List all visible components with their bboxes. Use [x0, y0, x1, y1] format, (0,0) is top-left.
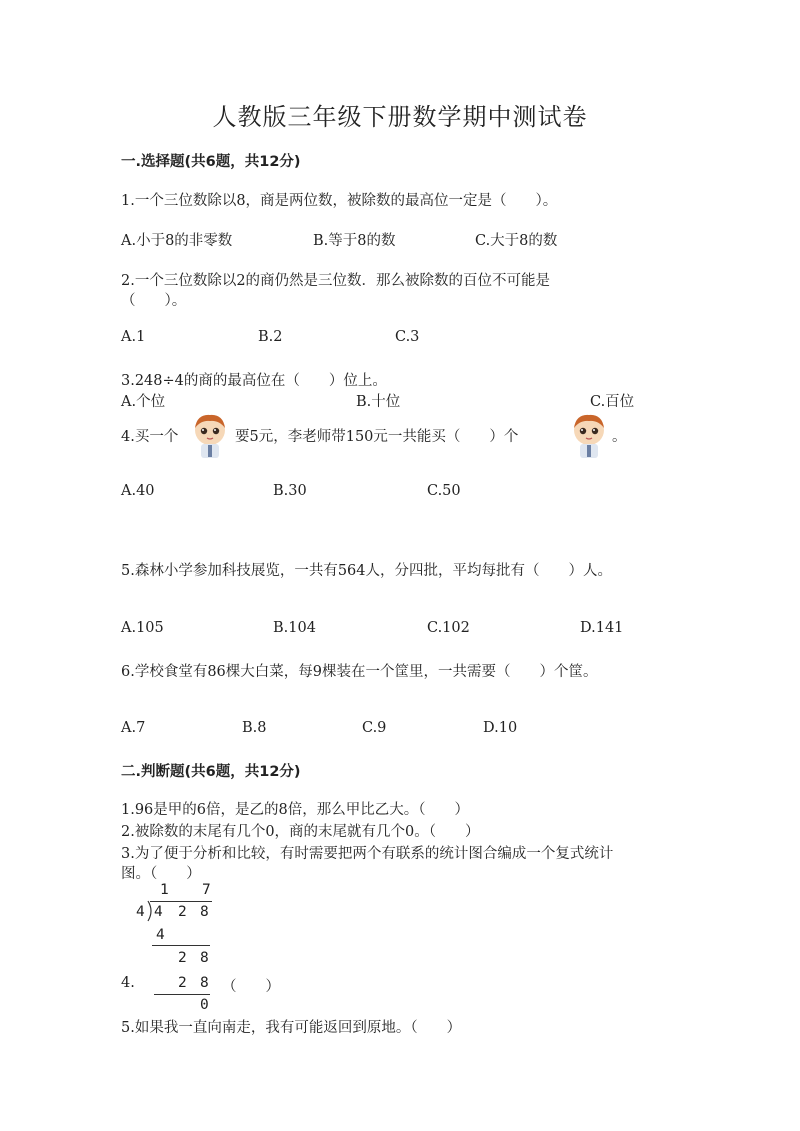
- quotient-digit: 1: [160, 882, 169, 898]
- division-bracket: [144, 900, 154, 922]
- boy-cartoon-icon: [568, 412, 610, 460]
- q1-option-b: B.等于8的数: [313, 233, 396, 249]
- step-digit: 8: [200, 975, 209, 991]
- step-line: [152, 945, 210, 946]
- judge-item-4-paren: （ ）: [222, 979, 280, 995]
- q6-option-c: C.9: [362, 720, 387, 736]
- question-4-part1: 4.买一个: [121, 429, 179, 445]
- step-digit: 2: [178, 975, 187, 991]
- q3-option-c: C.百位: [590, 394, 635, 410]
- dividend-digit: 8: [200, 904, 209, 920]
- q6-option-b: B.8: [242, 720, 267, 736]
- judge-item-3-line2: 图。（ ）: [121, 866, 201, 882]
- section-heading-judge: 二.判断题(共6题，共12分): [121, 764, 301, 780]
- q5-option-a: A.105: [121, 620, 164, 636]
- q5-option-b: B.104: [273, 620, 316, 636]
- judge-item-1: 1.96是甲的6倍，是乙的8倍，那么甲比乙大。（ ）: [121, 802, 469, 818]
- divisor: 4: [136, 904, 145, 920]
- q6-option-d: D.10: [483, 720, 518, 736]
- q2-option-a: A.1: [121, 329, 146, 345]
- q2-option-b: B.2: [258, 329, 283, 345]
- page-title: 人教版三年级下册数学期中测试卷: [212, 103, 588, 131]
- section-heading-choice: 一.选择题(共6题，共12分): [121, 154, 301, 170]
- step-digit: 2: [178, 950, 187, 966]
- quotient-digit: 7: [202, 882, 211, 898]
- dividend-digit: 4: [154, 904, 163, 920]
- q5-option-d: D.141: [580, 620, 624, 636]
- step-digit: 4: [156, 927, 165, 943]
- remainder: 0: [200, 997, 209, 1013]
- q3-option-b: B.十位: [356, 394, 401, 410]
- q4-option-b: B.30: [273, 483, 307, 499]
- question-4-part2: 要5元，李老师带150元一共能买（ ）个: [235, 429, 519, 445]
- q4-option-c: C.50: [427, 483, 461, 499]
- q1-option-c: C.大于8的数: [475, 233, 558, 249]
- question-2-line1: 2.一个三位数除以2的商仍然是三位数．那么被除数的百位不可能是: [121, 273, 551, 289]
- q5-option-c: C.102: [427, 620, 470, 636]
- question-5: 5.森林小学参加科技展览，一共有564人，分四批，平均每批有（ ）人。: [121, 563, 613, 579]
- step-line: [154, 994, 210, 995]
- q1-option-a: A.小于8的非零数: [121, 233, 233, 249]
- q4-option-a: A.40: [121, 483, 155, 499]
- boy-cartoon-icon: [189, 412, 231, 460]
- judge-item-4-label: 4.: [121, 975, 135, 991]
- question-4-part3: 。: [612, 429, 627, 445]
- question-6: 6.学校食堂有86棵大白菜，每9棵装在一个筐里，一共需要（ ）个筐。: [121, 664, 598, 680]
- division-bar: [150, 901, 212, 902]
- question-3: 3.248÷4的商的最高位在（ ）位上。: [121, 373, 387, 389]
- judge-item-3-line1: 3.为了便于分析和比较，有时需要把两个有联系的统计图合编成一个复式统计: [121, 846, 614, 862]
- dividend-digit: 2: [178, 904, 187, 920]
- judge-item-5: 5.如果我一直向南走，我有可能返回到原地。（ ）: [121, 1020, 462, 1036]
- judge-item-2: 2.被除数的末尾有几个0，商的末尾就有几个0。（ ）: [121, 824, 480, 840]
- step-digit: 8: [200, 950, 209, 966]
- q3-option-a: A.个位: [121, 394, 166, 410]
- question-1: 1.一个三位数除以8，商是两位数，被除数的最高位一定是（ ）。: [121, 193, 558, 209]
- question-2-line2: （ ）。: [121, 293, 187, 309]
- q2-option-c: C.3: [395, 329, 420, 345]
- q6-option-a: A.7: [121, 720, 146, 736]
